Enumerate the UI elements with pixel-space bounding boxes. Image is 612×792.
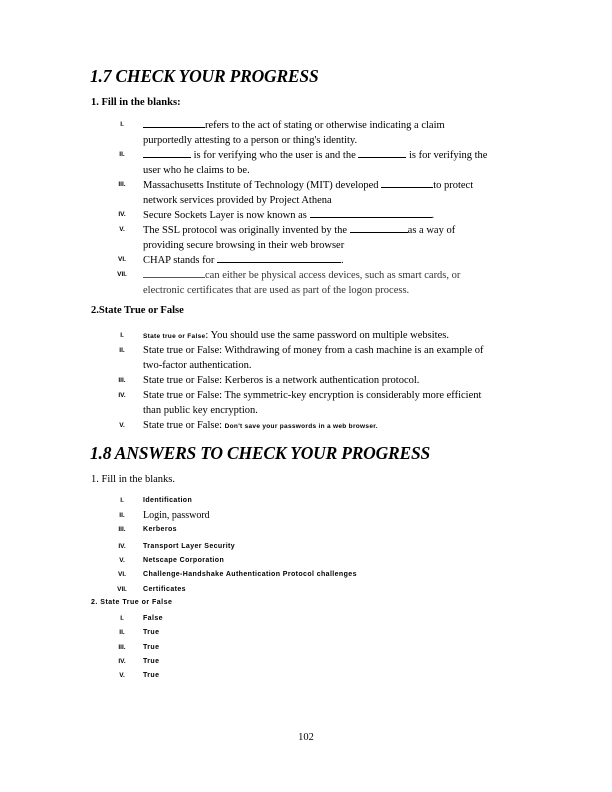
fill-blanks-heading: 1. Fill in the blanks:	[91, 97, 181, 108]
answer-text: Kerberos	[143, 526, 177, 533]
item-text: can either be physical access devices, such as smart cards, or electronic certificates that are used as part of the logon process.	[143, 267, 523, 298]
answer-text: Identification	[143, 497, 193, 504]
item-number: II.	[119, 347, 125, 354]
item-text: is for verifying who the user is and the is for verifying the user who he claims to be.	[143, 147, 523, 178]
item-number: V.	[119, 557, 125, 564]
item-number: V.	[119, 422, 125, 429]
item-number: II.	[119, 512, 125, 519]
true-false-heading: 2.State True or False	[91, 305, 184, 316]
item-number: I.	[120, 332, 124, 339]
answer-text: Login, password	[143, 510, 210, 521]
answer-blank	[350, 222, 408, 233]
item-text: State true or False: You should use the same password on multiple websites.	[143, 330, 449, 341]
item-number: III.	[118, 377, 126, 384]
answer-text: Transport Layer Security	[143, 543, 236, 550]
answer-text: False	[143, 615, 163, 622]
item-number: V.	[119, 672, 125, 679]
item-text: State true or False: Withdrawing of money from a cash machine is an example of two-factor authentication.	[143, 345, 484, 371]
item-text: CHAP stands for .	[143, 252, 523, 268]
item-text: Massachusetts Institute of Technology (MIT) developed to protect network services provided by Project Athena	[143, 177, 523, 208]
answer-blank	[358, 147, 406, 158]
item-number: III.	[118, 526, 126, 533]
item-number: V.	[119, 226, 125, 233]
item-number: II.	[119, 151, 125, 158]
answer-blank	[310, 207, 432, 218]
item-number: VII.	[117, 586, 127, 593]
answer-text: Netscape Corporation	[143, 557, 225, 564]
item-number: III.	[118, 181, 126, 188]
item-number: II.	[119, 629, 125, 636]
answer-blank	[381, 177, 433, 188]
item-number: IV.	[118, 211, 126, 218]
item-text: State true or False: Kerberos is a network authentication protocol.	[143, 375, 420, 386]
item-text: The SSL protocol was originally invented by the as a way of providing secure browsing in their web browser	[143, 222, 523, 253]
answer-text: True	[143, 629, 160, 636]
item-number: I.	[120, 615, 124, 622]
answer-blank	[143, 117, 205, 128]
item-text: State true or False: Don't save your passwords in a web browser.	[143, 420, 378, 431]
answer-blank	[143, 147, 191, 158]
answers-fill-blanks-heading: 1. Fill in the blanks.	[91, 474, 175, 485]
item-text: Secure Sockets Layer is now known as .	[143, 207, 523, 223]
item-text: refers to the act of stating or otherwise indicating a claim purportedly attesting to a person or thing's identity.	[143, 117, 523, 148]
section-title-answers: 1.8 ANSWERS TO CHECK YOUR PROGRESS	[90, 443, 431, 463]
item-number: IV.	[118, 392, 126, 399]
answer-blank	[217, 252, 341, 263]
item-number: IV.	[118, 658, 126, 665]
item-number: I.	[120, 121, 124, 128]
answer-text: Certificates	[143, 586, 186, 593]
answer-text: True	[143, 658, 160, 665]
answers-true-false-heading: 2. State True or False	[91, 599, 173, 606]
item-text: State true or False: The symmetric-key encryption is considerably more efficient than public key encryption.	[143, 390, 482, 416]
page-number: 102	[298, 732, 314, 743]
item-number: III.	[118, 644, 126, 651]
item-number: IV.	[118, 543, 126, 550]
answer-text: True	[143, 672, 160, 679]
item-number: I.	[120, 497, 124, 504]
answer-text: Challenge-Handshake Authentication Protocol challenges	[143, 571, 357, 578]
section-title-check-progress: 1.7 CHECK YOUR PROGRESS	[90, 66, 319, 86]
answer-blank	[143, 267, 205, 278]
answer-text: True	[143, 644, 160, 651]
item-number: VII.	[117, 271, 127, 278]
item-number: VI.	[118, 256, 126, 263]
item-number: VI.	[118, 571, 126, 578]
